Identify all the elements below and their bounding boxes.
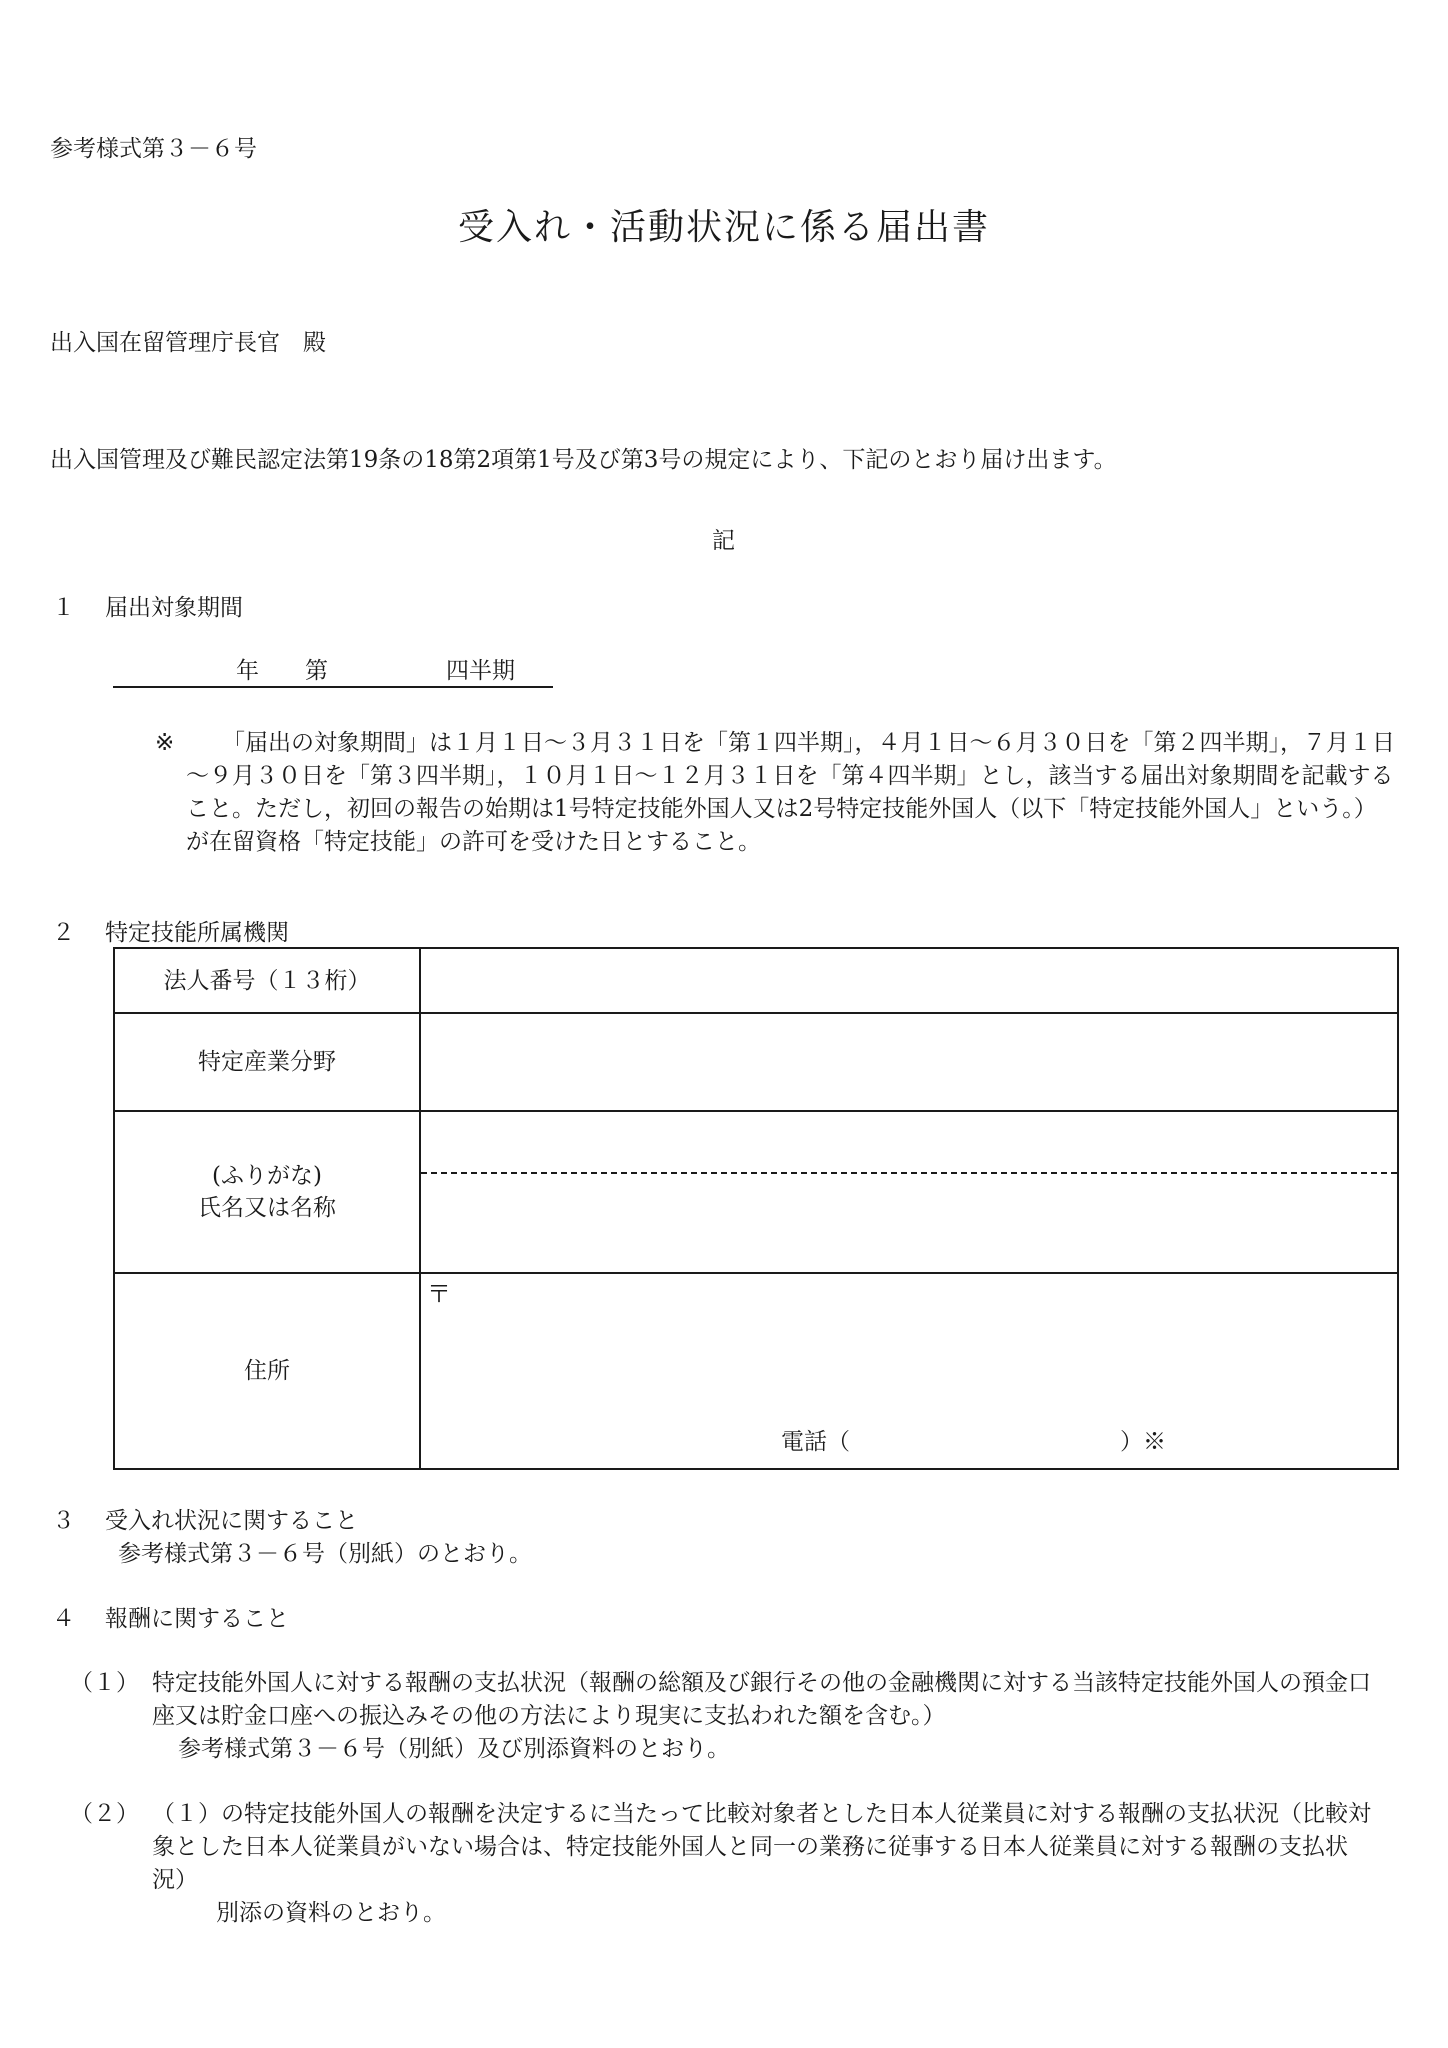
- tel-line: [781, 1426, 1166, 1458]
- address-field[interactable]: [420, 1273, 1398, 1469]
- name-label-cell: [114, 1111, 420, 1273]
- item1-number: （１）: [70, 1670, 139, 1696]
- dai-label: 第: [305, 658, 328, 684]
- year-label: 年: [236, 658, 259, 684]
- industry-label: 特定産業分野: [114, 1013, 420, 1111]
- section3-heading: 受入れ状況に関すること: [105, 1508, 358, 1534]
- note-mark: ※: [155, 730, 175, 756]
- item1-text: 特定技能外国人に対する報酬の支払状況（報酬の総額及び銀行その他の金融機関に対する当該特定技能外国人の預金口座又は貯金口座への振込みその他の方法により現実に支払われた額を含む。）: [152, 1670, 1371, 1729]
- item2-body: 別添の資料のとおり。: [216, 1900, 446, 1926]
- ki-label: 記: [712, 528, 735, 554]
- period-underline: [113, 686, 553, 688]
- corp-number-field[interactable]: [420, 948, 1398, 1013]
- postal-mark: 〒: [427, 1280, 451, 1308]
- quarter-label: 四半期: [446, 658, 515, 684]
- section4-number: ４: [52, 1606, 75, 1632]
- furigana-divider: [421, 1172, 1397, 1174]
- organization-table: [113, 947, 1399, 1470]
- section4-heading: 報酬に関すること: [105, 1606, 289, 1632]
- period-note: 「届出の対象期間」は１月１日～３月３１日を「第１四半期」，４月１日～６月３０日を「第２四半期」，７月１日～９月３０日を「第３四半期」，１０月１日～１２月３１日を「第４四半期」とし，該当する届出対象期間を記載すること。ただし，初回の報告の始期は1号特定技能外国人又は2号特定技能外国人（以下「特定技能外国人」という。）が在留資格「特定技能」の許可を受けた日とすること。: [186, 730, 1395, 855]
- name-label: 氏名又は名称: [198, 1195, 336, 1221]
- item2-text: （１）の特定技能外国人の報酬を決定するに当たって比較対象者とした日本人従業員に対する報酬の支払状況（比較対象とした日本人従業員がいない場合は、特定技能外国人と同一の業務に従事する日本人従業員に対する報酬の支払状況）: [152, 1801, 1371, 1893]
- item1-body: 参考様式第３－６号（別紙）及び別添資料のとおり。: [178, 1736, 730, 1762]
- section2-heading: 特定技能所属機関: [105, 920, 289, 946]
- tel-close: ）※: [1120, 1429, 1166, 1455]
- form-number: 参考様式第３－６号: [50, 136, 257, 162]
- tel-label: 電話（: [781, 1429, 850, 1455]
- name-field[interactable]: [420, 1111, 1398, 1273]
- item2-number: （２）: [70, 1801, 139, 1827]
- corp-number-label: 法人番号（１３桁）: [114, 948, 420, 1013]
- section3-body: 参考様式第３－６号（別紙）のとおり。: [118, 1541, 532, 1567]
- section2-number: ２: [52, 920, 75, 946]
- intro-text: 出入国管理及び難民認定法第19条の18第2項第1号及び第3号の規定により、下記のとおり届け出ます。: [50, 447, 1117, 473]
- furigana-label: (ふりがな): [212, 1163, 322, 1189]
- addressee: 出入国在留管理庁長官 殿: [50, 330, 326, 356]
- section1-heading: 届出対象期間: [105, 595, 243, 621]
- industry-field[interactable]: [420, 1013, 1398, 1111]
- section1-number: １: [52, 595, 75, 621]
- address-label: 住所: [114, 1273, 420, 1469]
- section3-number: ３: [52, 1508, 75, 1534]
- page-title: 受入れ・活動状況に係る届出書: [457, 207, 990, 248]
